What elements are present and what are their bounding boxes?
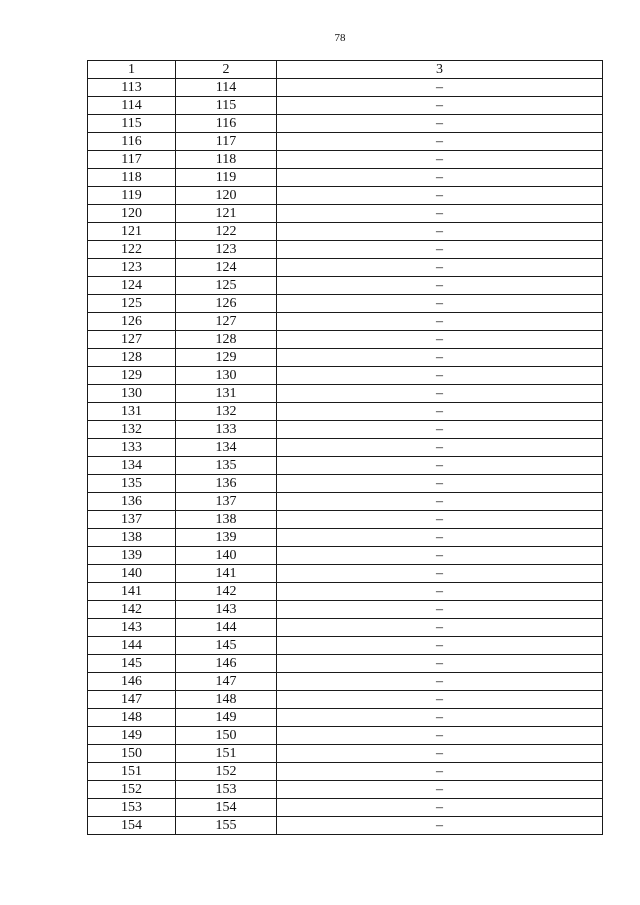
table-cell-col2: 140 [176, 547, 277, 565]
table-cell-col3: – [277, 565, 603, 583]
table-row [88, 799, 603, 817]
table-cell-col2: 145 [176, 637, 277, 655]
table-cell-col3: – [277, 259, 603, 277]
table-cell-col3: – [277, 727, 603, 745]
table-row [88, 259, 603, 277]
table-cell-col2: 115 [176, 97, 277, 115]
table-cell-col3: – [277, 529, 603, 547]
table-cell-col2: 148 [176, 691, 277, 709]
table-cell-col3: – [277, 367, 603, 385]
table-cell-col2: 137 [176, 493, 277, 511]
table-cell-col3: – [277, 421, 603, 439]
page-number: 78 [334, 32, 346, 44]
table-cell-col3: – [277, 547, 603, 565]
table-cell-col1: 126 [88, 313, 176, 331]
table-cell-col1: 141 [88, 583, 176, 601]
table-row [88, 511, 603, 529]
column-header-3: 3 [277, 61, 603, 79]
table-cell-col2: 131 [176, 385, 277, 403]
table-row [88, 781, 603, 799]
table-row [88, 205, 603, 223]
table-cell-col2: 128 [176, 331, 277, 349]
table-cell-col2: 132 [176, 403, 277, 421]
table-row [88, 187, 603, 205]
table-cell-col1: 144 [88, 637, 176, 655]
table-cell-col2: 121 [176, 205, 277, 223]
table-cell-col3: – [277, 169, 603, 187]
table-row [88, 547, 603, 565]
table-cell-col1: 147 [88, 691, 176, 709]
table-row [88, 277, 603, 295]
table-row [88, 223, 603, 241]
table-row [88, 403, 603, 421]
table-cell-col1: 114 [88, 97, 176, 115]
table-cell-col2: 135 [176, 457, 277, 475]
table-header [88, 61, 603, 79]
table-cell-col1: 139 [88, 547, 176, 565]
table-cell-col1: 130 [88, 385, 176, 403]
table-cell-col2: 152 [176, 763, 277, 781]
table-cell-col2: 125 [176, 277, 277, 295]
table-cell-col3: – [277, 493, 603, 511]
table-cell-col3: – [277, 673, 603, 691]
table-cell-col3: – [277, 313, 603, 331]
table-cell-col1: 118 [88, 169, 176, 187]
table-cell-col1: 146 [88, 673, 176, 691]
table-cell-col3: – [277, 691, 603, 709]
table-cell-col2: 139 [176, 529, 277, 547]
table-row [88, 745, 603, 763]
table-cell-col3: – [277, 781, 603, 799]
column-header-1: 1 [88, 61, 176, 79]
table-row [88, 169, 603, 187]
data-table [87, 60, 603, 835]
table-cell-col2: 114 [176, 79, 277, 97]
table-row [88, 691, 603, 709]
table-cell-col3: – [277, 187, 603, 205]
table-row [88, 295, 603, 313]
table-cell-col3: – [277, 619, 603, 637]
table-row [88, 79, 603, 97]
table-row [88, 367, 603, 385]
table-cell-col1: 131 [88, 403, 176, 421]
table-row [88, 313, 603, 331]
table-cell-col3: – [277, 295, 603, 313]
table-row [88, 385, 603, 403]
table-cell-col2: 141 [176, 565, 277, 583]
table-cell-col2: 155 [176, 817, 277, 835]
table-cell-col3: – [277, 277, 603, 295]
table-cell-col3: – [277, 655, 603, 673]
table-row [88, 331, 603, 349]
table-row [88, 727, 603, 745]
table-cell-col3: – [277, 403, 603, 421]
table-row [88, 583, 603, 601]
table-cell-col1: 148 [88, 709, 176, 727]
table-cell-col3: – [277, 745, 603, 763]
table-cell-col2: 143 [176, 601, 277, 619]
table-cell-col1: 116 [88, 133, 176, 151]
table-cell-col1: 145 [88, 655, 176, 673]
table-row [88, 601, 603, 619]
column-header-2: 2 [176, 61, 277, 79]
table-cell-col3: – [277, 637, 603, 655]
table-cell-col1: 138 [88, 529, 176, 547]
table-cell-col1: 132 [88, 421, 176, 439]
table-row [88, 673, 603, 691]
table-row [88, 637, 603, 655]
table-cell-col2: 146 [176, 655, 277, 673]
table-cell-col1: 113 [88, 79, 176, 97]
table-cell-col3: – [277, 97, 603, 115]
table-cell-col3: – [277, 331, 603, 349]
table-cell-col1: 154 [88, 817, 176, 835]
table-cell-col1: 152 [88, 781, 176, 799]
table-row [88, 529, 603, 547]
table-row [88, 457, 603, 475]
table-row [88, 115, 603, 133]
table-cell-col3: – [277, 241, 603, 259]
table-cell-col3: – [277, 151, 603, 169]
table-cell-col1: 133 [88, 439, 176, 457]
table-cell-col1: 150 [88, 745, 176, 763]
table-cell-col2: 138 [176, 511, 277, 529]
table-cell-col1: 135 [88, 475, 176, 493]
table-cell-col1: 140 [88, 565, 176, 583]
table-cell-col2: 124 [176, 259, 277, 277]
table-body [88, 79, 603, 835]
table-cell-col2: 116 [176, 115, 277, 133]
table-row [88, 475, 603, 493]
table-row [88, 493, 603, 511]
table-cell-col3: – [277, 763, 603, 781]
table-cell-col2: 122 [176, 223, 277, 241]
table-cell-col1: 129 [88, 367, 176, 385]
table-cell-col1: 153 [88, 799, 176, 817]
table-cell-col2: 150 [176, 727, 277, 745]
table-cell-col2: 127 [176, 313, 277, 331]
table-row [88, 763, 603, 781]
table-cell-col3: – [277, 79, 603, 97]
table-row [88, 241, 603, 259]
table-cell-col1: 120 [88, 205, 176, 223]
table-cell-col1: 151 [88, 763, 176, 781]
table-row [88, 619, 603, 637]
table-row [88, 151, 603, 169]
table-row [88, 817, 603, 835]
table-cell-col1: 125 [88, 295, 176, 313]
table-cell-col1: 122 [88, 241, 176, 259]
table-cell-col2: 129 [176, 349, 277, 367]
table-cell-col3: – [277, 817, 603, 835]
table-cell-col2: 120 [176, 187, 277, 205]
table-cell-col2: 144 [176, 619, 277, 637]
table-cell-col1: 121 [88, 223, 176, 241]
table-row [88, 439, 603, 457]
table-cell-col1: 136 [88, 493, 176, 511]
table-cell-col3: – [277, 799, 603, 817]
table-cell-col1: 119 [88, 187, 176, 205]
table-cell-col2: 117 [176, 133, 277, 151]
table-cell-col2: 142 [176, 583, 277, 601]
table-cell-col1: 149 [88, 727, 176, 745]
table-cell-col2: 147 [176, 673, 277, 691]
table-cell-col1: 123 [88, 259, 176, 277]
table-cell-col3: – [277, 439, 603, 457]
table-cell-col2: 118 [176, 151, 277, 169]
table-row [88, 97, 603, 115]
table-cell-col3: – [277, 205, 603, 223]
table-cell-col1: 142 [88, 601, 176, 619]
table-cell-col1: 124 [88, 277, 176, 295]
table-cell-col3: – [277, 385, 603, 403]
table-cell-col2: 130 [176, 367, 277, 385]
table-cell-col2: 134 [176, 439, 277, 457]
table-row [88, 655, 603, 673]
table-cell-col1: 127 [88, 331, 176, 349]
table-cell-col1: 137 [88, 511, 176, 529]
table-cell-col1: 117 [88, 151, 176, 169]
table-cell-col2: 136 [176, 475, 277, 493]
table-cell-col3: – [277, 709, 603, 727]
table-cell-col2: 153 [176, 781, 277, 799]
table-row [88, 133, 603, 151]
table-cell-col2: 123 [176, 241, 277, 259]
table-cell-col2: 126 [176, 295, 277, 313]
table-row [88, 349, 603, 367]
table-row [88, 565, 603, 583]
table-row [88, 709, 603, 727]
table-cell-col3: – [277, 511, 603, 529]
table-cell-col2: 149 [176, 709, 277, 727]
table-cell-col2: 133 [176, 421, 277, 439]
table-cell-col1: 143 [88, 619, 176, 637]
table-cell-col3: – [277, 223, 603, 241]
table-cell-col1: 128 [88, 349, 176, 367]
table-cell-col3: – [277, 115, 603, 133]
table-cell-col2: 154 [176, 799, 277, 817]
table-row [88, 421, 603, 439]
table-cell-col3: – [277, 475, 603, 493]
table-cell-col3: – [277, 133, 603, 151]
table-cell-col1: 115 [88, 115, 176, 133]
table-cell-col2: 151 [176, 745, 277, 763]
header-row [88, 61, 603, 79]
table-cell-col1: 134 [88, 457, 176, 475]
table-cell-col2: 119 [176, 169, 277, 187]
table-cell-col3: – [277, 583, 603, 601]
table-cell-col3: – [277, 457, 603, 475]
table-cell-col3: – [277, 601, 603, 619]
table-cell-col3: – [277, 349, 603, 367]
